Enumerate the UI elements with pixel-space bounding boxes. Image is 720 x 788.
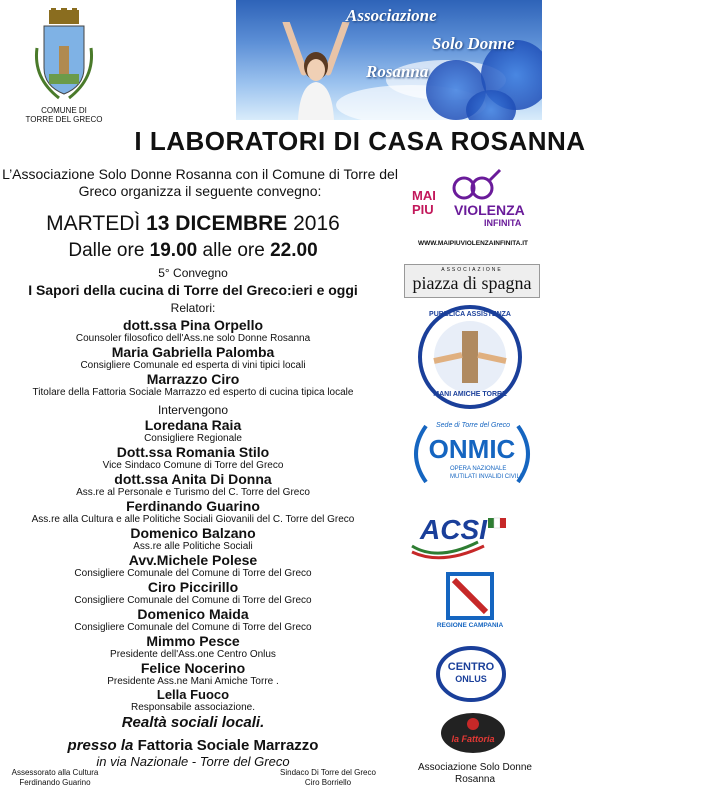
signature-left-1: Assessorato alla Cultura	[11, 768, 99, 777]
convegno-number: 5° Convegno	[158, 266, 228, 280]
fattoria-text: la Fattoria	[451, 734, 495, 744]
comune-label-1: COMUNE DI	[41, 106, 87, 115]
fattoria-badge-icon	[440, 712, 506, 754]
violenza-text: VIOLENZA	[454, 202, 525, 218]
intervenuto-8	[0, 607, 386, 633]
intervenuto-10	[0, 661, 386, 687]
relatore-name: Marrazzo Ciro	[146, 371, 240, 387]
event-date	[0, 212, 386, 236]
relatore-role: Titolare della Fattoria Sociale Marrazzo ed esperto di cucina tipica locale	[32, 387, 354, 398]
realta-sociali: Realtà sociali locali.	[121, 714, 265, 731]
date-bold: 13 DICEMBRE	[146, 212, 288, 235]
regione-campania-logo	[432, 570, 508, 634]
intervenuto-role: Consigliere Regionale	[144, 433, 242, 444]
mai-text: MAI	[412, 188, 436, 203]
time-p2: alle ore	[197, 240, 271, 261]
venue-address: in via Nazionale - Torre del Greco	[96, 754, 290, 769]
onmic-logo	[406, 418, 538, 490]
infinita-text: INFINITA	[484, 218, 522, 228]
time-b1: 19.00	[149, 240, 198, 261]
signature-assessore	[0, 768, 110, 788]
page-title: I LABORATORI DI CASA ROSANNA	[134, 126, 586, 156]
relatore-name: dott.ssa Pina Orpello	[122, 317, 264, 333]
intervenuto-name: Domenico Maida	[137, 606, 249, 622]
acsi-text: ACSI	[420, 514, 487, 545]
intervenuto-name: Lella Fuoco	[156, 687, 230, 702]
relatori-heading: Relatori:	[170, 301, 216, 315]
banner-line-2: Solo Donne	[432, 34, 515, 53]
comune-crest	[18, 8, 110, 124]
time-p1: Dalle ore	[68, 240, 150, 261]
intervenuto-role: Vice Sindaco Comune di Torre del Greco	[102, 460, 284, 471]
regione-text: REGIONE CAMPANIA	[436, 622, 504, 629]
date-suffix: 2016	[287, 212, 340, 235]
footer-assoc-1: Associazione Solo Donne	[418, 762, 532, 773]
intervengono-heading: Intervengono	[157, 403, 229, 417]
intervenuto-4	[0, 499, 386, 525]
intervenuto-3	[0, 472, 386, 498]
intervenuto-role: Consigliere Comunale del Comune di Torre del Greco	[74, 622, 312, 633]
intervenuto-name: Mimmo Pesce	[146, 633, 240, 649]
intervenuto-name: Loredana Raia	[144, 417, 242, 433]
intervenuto-name: Dott.ssa Romania Stilo	[116, 444, 270, 460]
intervenuto-role: Ass.re alle Politiche Sociali	[133, 541, 253, 552]
footer-assoc-2: Rosanna	[454, 774, 496, 785]
event-time	[0, 240, 386, 262]
relatore-2	[0, 345, 386, 371]
mai-url: WWW.MAIPIUVIOLENZAINFINITA.IT	[418, 240, 529, 247]
pa-bottom: MANI AMICHE TORRE	[433, 391, 507, 398]
intervenuto-6	[0, 553, 386, 579]
time-b2: 22.00	[270, 240, 318, 261]
piazza-di-spagna-logo	[404, 264, 540, 298]
intervenuto-name: Felice Nocerino	[140, 660, 246, 676]
piazza-top: ASSOCIAZIONE	[441, 267, 503, 273]
piazza-name: piazza di spagna	[412, 273, 532, 293]
intervenuto-role: Ass.re alla Cultura e alle Politiche Sociali Giovanili del C. Torre del Greco	[31, 514, 355, 525]
intervenuto-role: Consigliere Comunale del Comune di Torre del Greco	[74, 568, 312, 579]
intro-text: L’Associazione Solo Donne Rosanna con il Comune di Torre del Greco organizza il seguente convegno:	[2, 166, 398, 199]
relatore-3	[0, 372, 386, 398]
intervenuto-name: Ferdinando Guarino	[126, 498, 260, 514]
venue-name: Fattoria Sociale Marrazzo	[137, 737, 319, 754]
woman-image	[276, 22, 356, 120]
relatore-role: Counsoler filosofico dell'Ass.ne solo Donne Rosanna	[75, 333, 311, 344]
relatore-role: Consigliere Comunale ed esperta di vini tipici locali	[80, 360, 306, 371]
intervenuto-role: Ass.re al Personale e Turismo del C. Torre del Greco	[76, 487, 310, 498]
onmic-top: Sede di Torre del Greco	[436, 422, 511, 429]
intervenuto-7	[0, 580, 386, 606]
signature-sindaco	[268, 768, 388, 788]
signature-left-2: Ferdinando Guarino	[19, 778, 91, 787]
crest-icon	[29, 8, 99, 104]
mai-piu-violenza-logo	[408, 168, 534, 258]
intervenuto-name: Domenico Balzano	[130, 525, 256, 541]
piu-text: PIU	[412, 202, 434, 217]
relatore-name: Maria Gabriella Palomba	[111, 344, 275, 360]
onmic-sub1: OPERA NAZIONALE	[450, 466, 507, 472]
relatore-1	[0, 318, 386, 344]
onmic-name: ONMIC	[428, 434, 516, 464]
onmic-sub2: MUTILATI INVALIDI CIVILI	[450, 474, 522, 480]
intervenuto-5	[0, 526, 386, 552]
venue-prefix: presso la	[67, 737, 138, 754]
date-prefix: MARTEDÌ	[46, 212, 147, 235]
mani-amiche-logo	[418, 305, 522, 409]
intervenuto-name: Ciro Piccirillo	[147, 579, 239, 595]
signature-mid-2: Ciro Borriello	[304, 778, 352, 787]
venue	[0, 737, 386, 754]
intervenuto-role: Presidente dell'Ass.one Centro Onlus	[110, 649, 276, 660]
intervenuto-9	[0, 634, 386, 660]
intervenuto-name: dott.ssa Anita Di Donna	[114, 471, 272, 487]
regione-shield-icon	[432, 570, 508, 622]
banner-line-3: Rosanna	[366, 62, 429, 81]
intervenuto-role: Presidente Ass.ne Mani Amiche Torre .	[107, 676, 279, 687]
footer-association	[400, 762, 550, 786]
intervenuto-2	[0, 445, 386, 471]
intervenuto-name: Avv.Michele Polese	[128, 552, 258, 568]
centro-text: CENTRO	[447, 661, 495, 673]
intervenuto-role: Responsabile associazione.	[131, 702, 255, 713]
intervenuto-11	[0, 687, 386, 713]
association-banner	[236, 0, 542, 120]
pa-top: PUBBLICA ASSISTENZA	[429, 311, 511, 318]
onlus-text: ONLUS	[455, 674, 487, 684]
acsi-logo	[408, 512, 538, 562]
intervenuto-role: Consigliere Comunale del Comune di Torre del Greco	[74, 595, 312, 606]
comune-label-2: TORRE DEL GRECO	[25, 115, 103, 124]
banner-line-1: Associazione	[346, 6, 437, 25]
convegno-topic: I Sapori della cucina di Torre del Greco:ieri e oggi	[28, 282, 358, 298]
la-fattoria-logo	[440, 712, 506, 754]
intervenuto-1	[0, 418, 386, 444]
signature-mid-1: Sindaco Di Torre del Greco	[280, 768, 376, 777]
centro-onlus-logo	[436, 646, 506, 702]
